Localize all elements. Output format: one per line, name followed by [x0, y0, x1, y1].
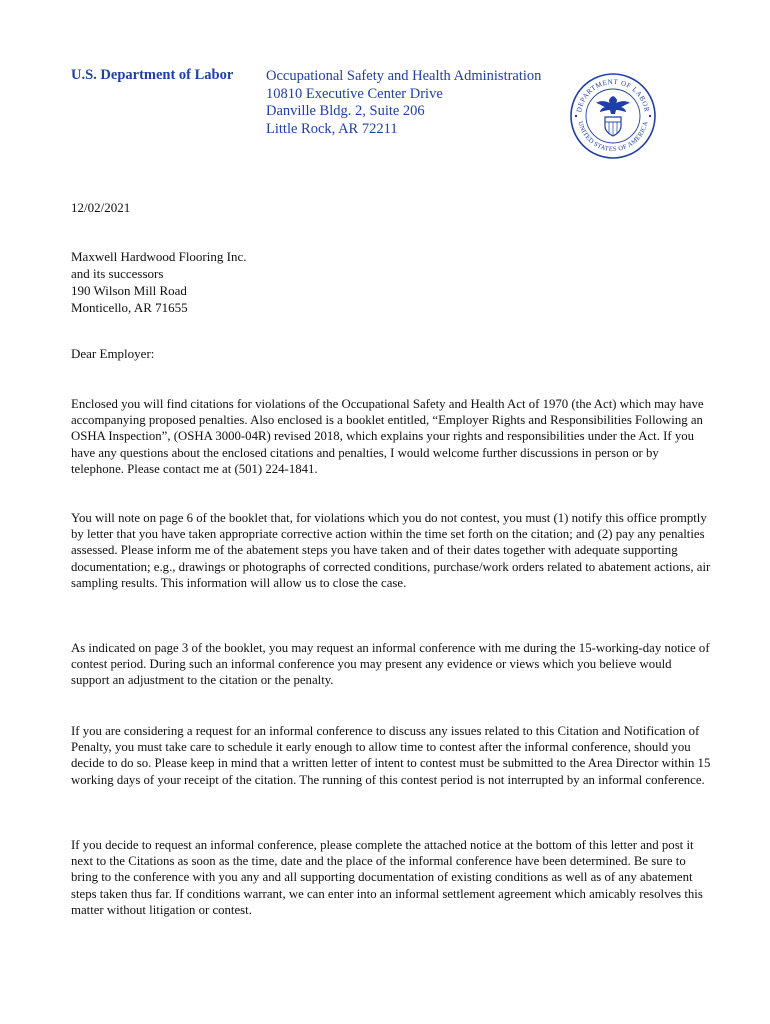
office-line: Danville Bldg. 2, Suite 206 [266, 103, 425, 119]
salutation: Dear Employer: [71, 346, 155, 361]
body-paragraph: If you are considering a request for an informal conference to discuss any issues related to this Citation and Notification of Penalty, you must take care to schedule it early enough to allow time to contest after the informal conference, should you decide to do so. Please keep in mind that a written letter of intent to contest must be submitted to the Area Director within 15 working days of your receipt of the citation. The running of this contest period is not interrupted by an informal conference. [71, 724, 711, 787]
body-paragraph: If you decide to request an informal conference, please complete the attached notice at the bottom of this letter and post it next to the Citations as soon as the time, date and the place of the informal conference have been determined. Be sure to bring to the conference with you any and all supporting documentation of existing conditions as well as of any abatement steps taken thus far. If conditions warrant, we can enter into an informal settlement agreement which amicably resolves this matter without litigation or contest. [71, 838, 703, 917]
recipient-address [71, 248, 246, 316]
body-paragraph: As indicated on page 3 of the booklet, you may request an informal conference with me during the 15-working-day notice of contest period. During such an informal conference you may present any evidence or views which you believe would support an adjustment to the citation or the penalty. [71, 641, 710, 688]
seal-bottom-text: UNITED STATES OF AMERICA [576, 120, 650, 154]
recipient-line: and its successors [71, 266, 164, 281]
office-line: 10810 Executive Center Drive [266, 85, 443, 102]
recipient-line: Monticello, AR 71655 [71, 300, 188, 315]
office-line: Occupational Safety and Health Administration [266, 68, 542, 84]
recipient-line: Maxwell Hardwood Flooring Inc. [71, 249, 247, 264]
office-address [266, 68, 541, 138]
body-paragraph: Enclosed you will find citations for violations of the Occupational Safety and Health Act of 1970 (the Act) which may have accompanying proposed penalties. Also enclosed is a booklet entitled, “Employer Rights and Responsibilities Following an OSHA Inspection”, (OSHA 3000-04R) revised 2018, which explains your rights and responsibilities under the Act. If you have any questions about the enclosed citations and penalties, I would welcome further discussions in person or by telephone. Please contact me at (501) 224-1841. [71, 397, 704, 476]
recipient-line: 190 Wilson Mill Road [71, 283, 187, 298]
seal-top-text: DEPARTMENT OF LABOR [575, 77, 651, 113]
letter-date: 12/02/2021 [71, 200, 131, 215]
office-line: Little Rock, AR 72211 [266, 120, 398, 137]
department-seal-icon [569, 72, 657, 160]
agency-name: U.S. Department of Labor [71, 67, 234, 83]
body-paragraph: You will note on page 6 of the booklet that, for violations which you do not contest, you must (1) notify this office promptly by letter that you have taken appropriate corrective action within the time set forth on the citation; and (2) pay any penalties assessed. Please inform me of the abatement steps you have taken and of their dates together with adequate supporting documentation; e.g., drawings or photographs of corrected conditions, purchase/work orders related to abatement actions, air sampling results. This information will allow us to close the case. [71, 511, 711, 590]
